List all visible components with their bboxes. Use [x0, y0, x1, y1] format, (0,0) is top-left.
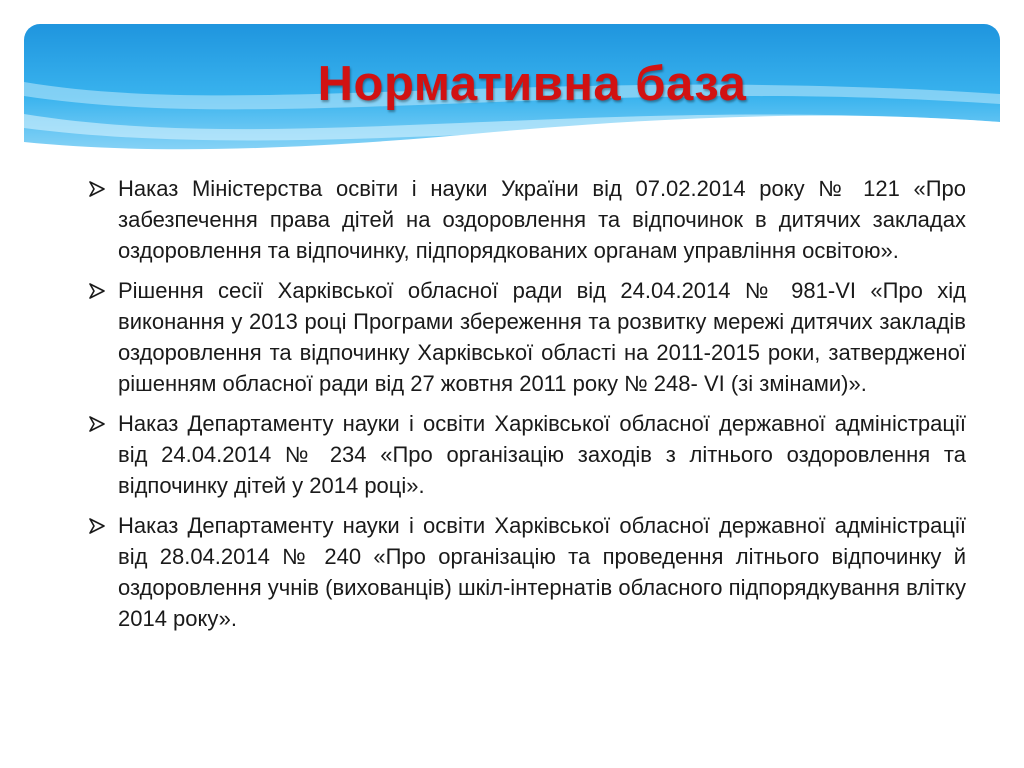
- list-item: [88, 510, 966, 634]
- list-item: [88, 173, 966, 266]
- list-item-text: Наказ Департаменту науки і освіти Харківської обласної державної адміністрації від 28.04.2014 № 240 «Про організацію та проведення літнього відпочинку й оздоровлення учнів (вихованців) шкіл-інтернатів обласного підпорядкування влітку 2014 року».: [118, 513, 966, 631]
- regulation-list: [88, 173, 966, 643]
- list-item-text: Рішення сесії Харківської обласної ради від 24.04.2014 № 981-VI «Про хід виконання у 2013 році Програми збереження та розвитку мережі дитячих закладів оздоровлення та відпочинку Харківської області на 2011-2015 роки, затвердженої рішенням обласної ради від 27 жовтня 2011 року № 248- VI (зі змінами)».: [118, 278, 966, 396]
- slide-title: Нормативна база: [317, 57, 747, 111]
- list-item-text: Наказ Міністерства освіти і науки України від 07.02.2014 року № 121 «Про забезпечення права дітей на оздоровлення та відпочинок в дитячих закладах оздоровлення та відпочинку, підпорядкованих органам управління освітою».: [118, 176, 966, 263]
- list-item-text: Наказ Департаменту науки і освіти Харківської обласної державної адміністрації від 24.04.2014 № 234 «Про організацію заходів з літнього оздоровлення та відпочинку дітей у 2014 році».: [118, 411, 966, 498]
- arrow-bullet-icon: [88, 518, 106, 534]
- list-item: [88, 408, 966, 501]
- list-item: [88, 275, 966, 399]
- arrow-bullet-icon: [88, 181, 106, 197]
- arrow-bullet-icon: [88, 283, 106, 299]
- arrow-bullet-icon: [88, 416, 106, 432]
